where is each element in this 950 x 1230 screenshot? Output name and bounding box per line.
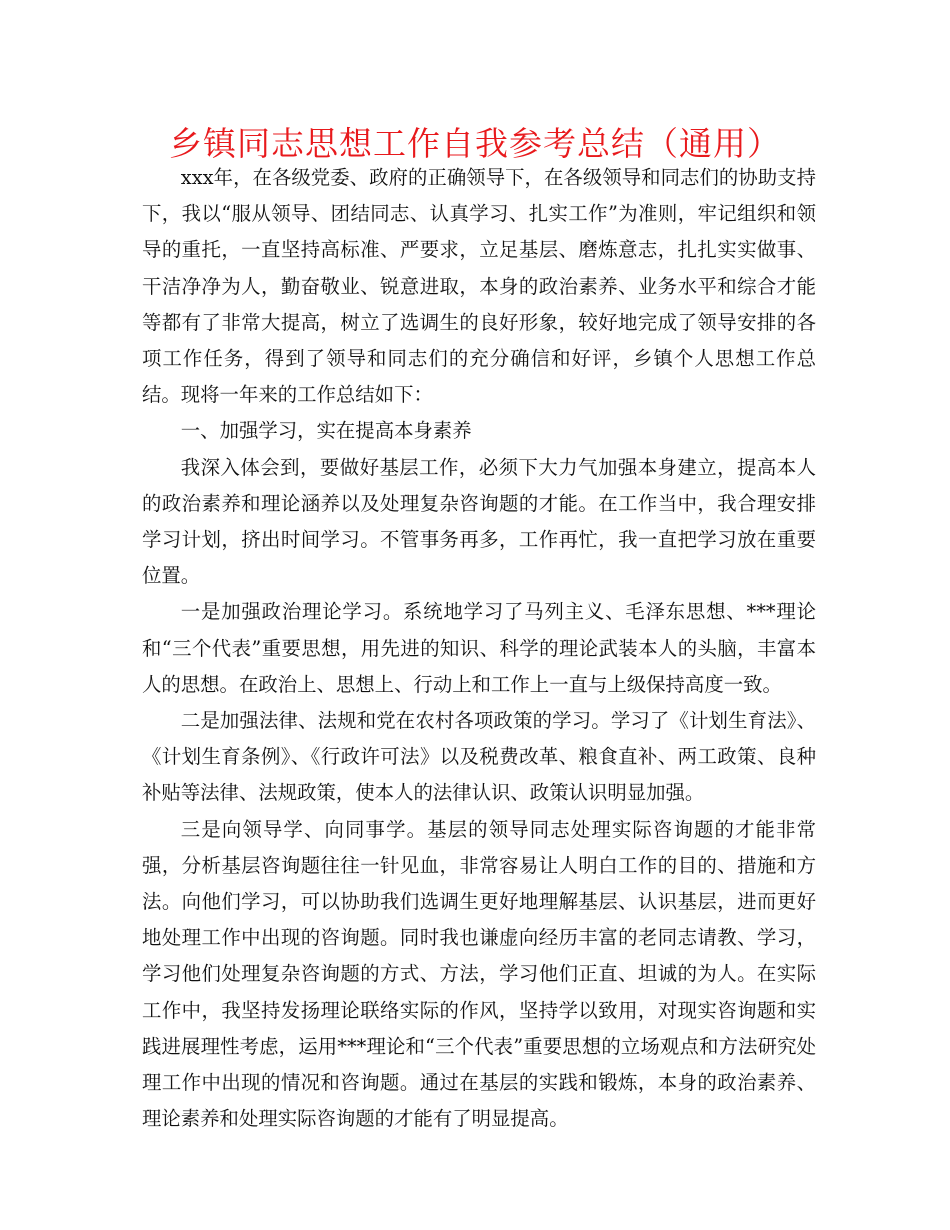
paragraph-political-theory: 一是加强政治理论学习。系统地学习了马列主义、毛泽东思想、***理论和“三个代表”重要思想，用先进的知识、科学的理论武装本人的头脑，丰富本人的思想。在政治上、思想上、行动上和工作上一直与上级保持高度一致。	[142, 600, 816, 696]
paragraph-intro: xxx年，在各级党委、政府的正确领导下，在各级领导和同志们的协助支持下，我以“服从领导、团结同志、认真学习、扎实工作”为准则，牢记组织和领导的重托，一直坚持高标准、严要求，立足基层、磨炼意志，扎扎实实做事、干洁净净为人，勤奋敬业、锐意进取，本身的政治素养、业务水平和综合才能等都有了非常大提高，树立了选调生的良好形象，较好地完成了领导安排的各项工作任务，得到了领导和同志们的充分确信和好评，乡镇个人思想工作总结。现将一年来的工作总结如下：	[142, 166, 816, 407]
paragraph-study-importance: 我深入体会到，要做好基层工作，必须下大力气加强本身建立，提高本人的政治素养和理论涵养以及处理复杂咨询题的才能。在工作当中，我合理安排学习计划，挤出时间学习。不管事务再多，工作再忙，我一直把学习放在重要位置。	[142, 455, 816, 588]
document-title: 乡镇同志思想工作自我参考总结（通用）	[169, 124, 781, 163]
section-heading-1: 一、加强学习，实在提高本身素养	[180, 419, 472, 443]
paragraph-learn-from-leaders: 三是向领导学、向同事学。基层的领导同志处理实际咨询题的才能非常强，分析基层咨询题往往一针见血，非常容易让人明白工作的目的、措施和方法。向他们学习，可以协助我们选调生更好地理解基层、认识基层，进而更好地处理工作中出现的咨询题。同时我也谦虚向经历丰富的老同志请教、学习，学习他们处理复杂咨询题的方式、方法，学习他们正直、坦诚的为人。在实际工作中，我坚持发扬理论联络实际的作风，坚持学以致用，对现实咨询题和实践进展理性考虑，运用***理论和“三个代表”重要思想的立场观点和方法研究处理工作中出现的情况和咨询题。通过在基层的实践和锻炼，本身的政治素养、理论素养和处理实际咨询题的才能有了明显提高。	[142, 817, 816, 1131]
document-body	[142, 160, 816, 1137]
paragraph-law-policy: 二是加强法律、法规和党在农村各项政策的学习。学习了《计划生育法》、《计划生育条例》、《行政许可法》以及税费改革、粮食直补、两工政策、良种补贴等法律、法规政策，使本人的法律认识、政策认识明显加强。	[142, 709, 816, 805]
